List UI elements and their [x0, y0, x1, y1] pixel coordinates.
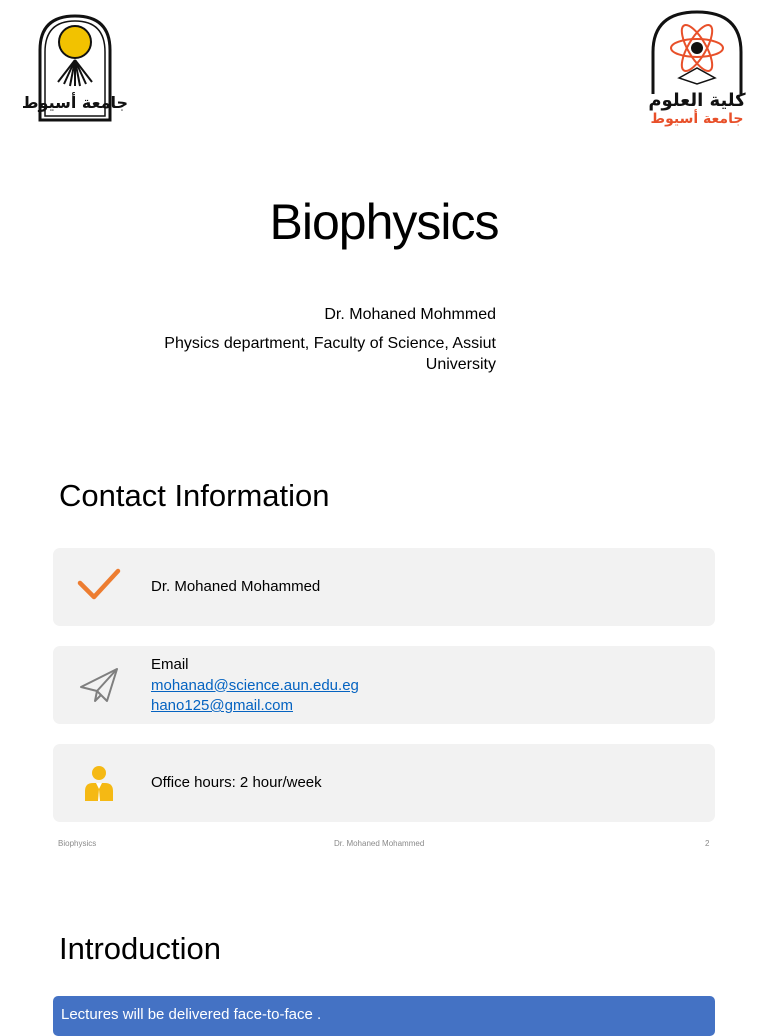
contact-card-office-hours	[53, 744, 715, 822]
intro-callout-box	[53, 996, 715, 1036]
logo-left-text: جامعة أسيوط	[21, 93, 129, 112]
faculty-of-science-logo	[645, 8, 749, 126]
office-hours: Office hours: 2 hour/week	[151, 774, 322, 791]
slide-title: Biophysics	[269, 194, 499, 250]
contact-name: Dr. Mohaned Mohammed	[151, 578, 321, 595]
logo-right-text-line2: جامعة أسيوط	[650, 111, 744, 127]
affiliation-line-1: Physics department, Faculty of Science, Assiut	[164, 335, 496, 352]
author-name: Dr. Mohaned Mohmmed	[324, 306, 496, 323]
intro-callout-text: Lectures will be delivered face-to-face .	[61, 1006, 322, 1023]
assiut-university-logo	[21, 12, 129, 122]
email-block	[151, 655, 359, 717]
introduction-title: Introduction	[59, 931, 221, 966]
email-link-1[interactable]: mohanad@science.aun.edu.eg	[151, 676, 359, 694]
author-block	[76, 304, 496, 375]
user-icon	[77, 761, 121, 805]
affiliation-line-2: University	[425, 356, 496, 373]
contact-card-name	[53, 548, 715, 626]
paper-plane-icon	[77, 663, 121, 707]
footer-left: Biophysics	[58, 839, 97, 848]
email-label: Email	[151, 656, 189, 673]
contact-card-email	[53, 646, 715, 724]
email-link-2[interactable]: hano125@gmail.com	[151, 697, 293, 714]
contact-information-title: Contact Information	[59, 478, 330, 513]
footer-center: Dr. Mohaned Mohammed	[334, 839, 425, 848]
checkmark-icon	[77, 565, 121, 609]
logo-right-text-line1: كلية العلوم	[648, 90, 746, 111]
footer-page-number: 2	[705, 839, 710, 848]
